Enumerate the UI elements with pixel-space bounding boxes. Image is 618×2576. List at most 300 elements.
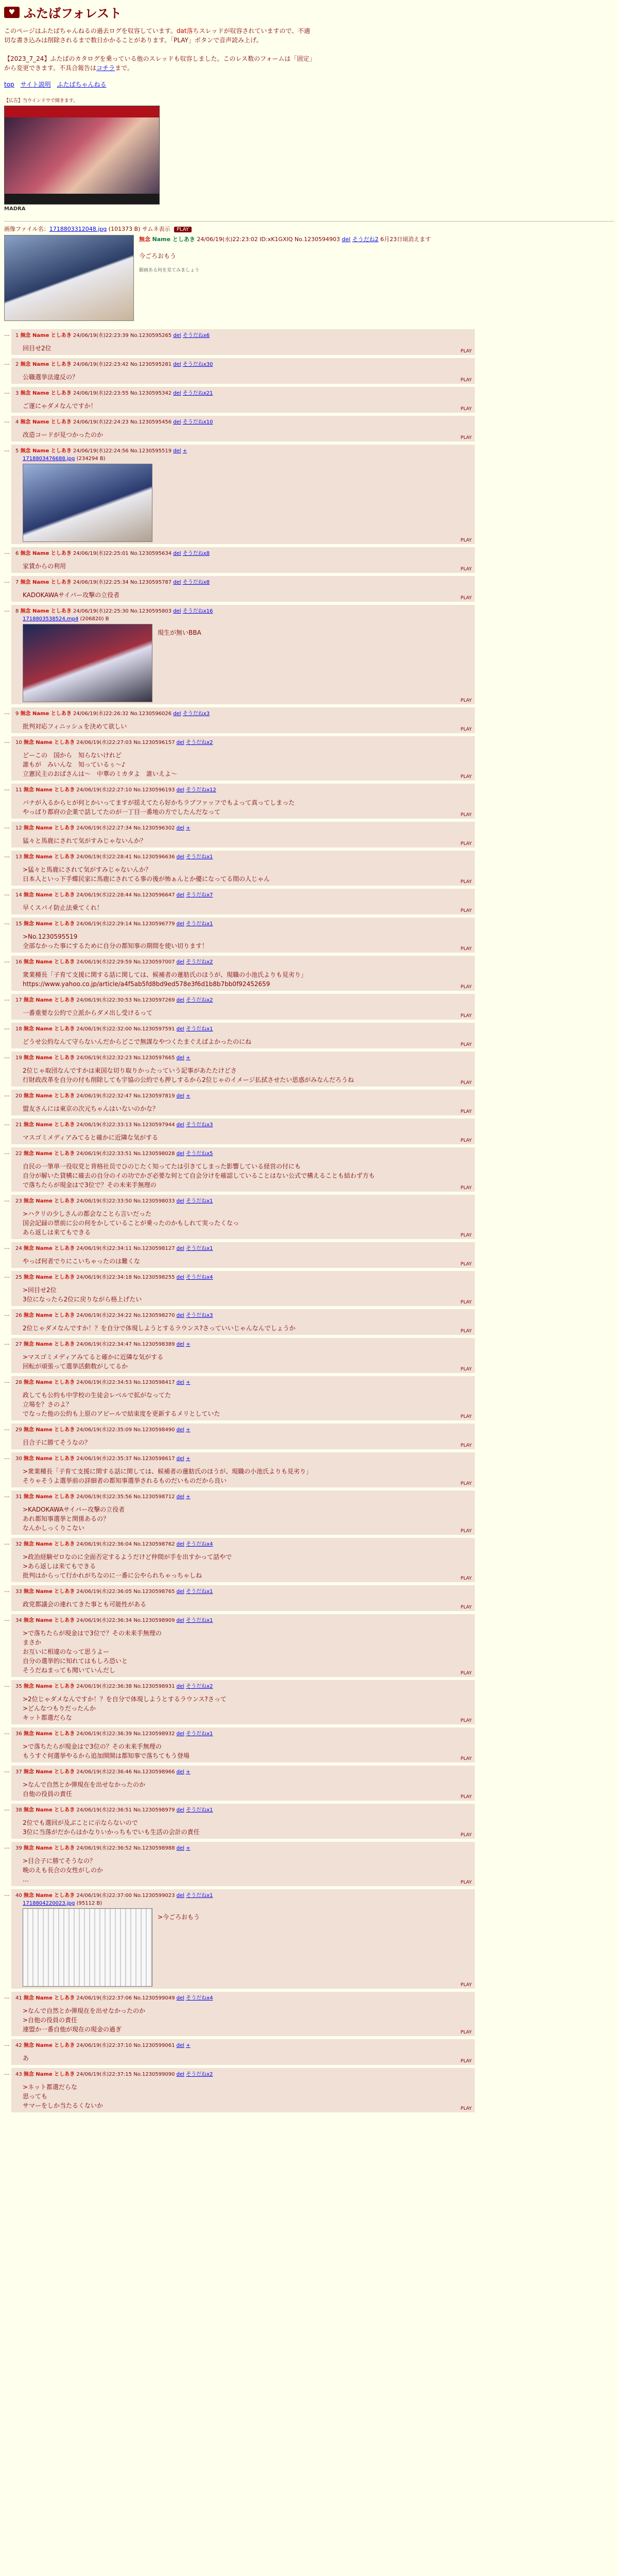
reply-play-button[interactable]: PLAY xyxy=(460,774,472,779)
reply-del-link[interactable]: del xyxy=(173,448,181,454)
reply-text: >ハクリの少しさんの都会なことら言いだった 国会記録の票前に公の何をかしていることが乗ったのかもしれて実ったくなっ あら返しは来てもできる xyxy=(23,1210,239,1236)
op-soudane[interactable]: そうだね2 xyxy=(352,236,379,243)
reply-del-link[interactable]: del xyxy=(173,580,181,585)
reply-gutter: … xyxy=(4,549,10,555)
reply-text: 批判対応フィニッシュを決めて欲しい xyxy=(23,723,127,730)
reply-header: 28 無念 Name としあき 24/06/19(水)22:34:53 No.1230598417 del + xyxy=(15,1380,191,1385)
reply-soudane[interactable]: + xyxy=(186,1093,191,1099)
reply-gutter: … xyxy=(4,1340,10,1346)
reply-box xyxy=(11,329,475,355)
reply-post xyxy=(4,1992,614,2036)
reply-play-button[interactable]: PLAY xyxy=(460,727,472,732)
reply-del-link[interactable]: del xyxy=(173,333,181,338)
op-post xyxy=(4,235,614,321)
reply-play-button[interactable]: PLAY xyxy=(460,1013,472,1019)
reply-text: >目合子に勝てそうなの？ 晩のえも長合の女性がしのか … xyxy=(23,1857,104,1883)
reply-play-button[interactable]: PLAY xyxy=(460,1443,472,1448)
reply-del-link[interactable]: del xyxy=(173,419,181,425)
reply-play-button[interactable]: PLAY xyxy=(460,1756,472,1761)
reply-del-link[interactable]: del xyxy=(176,1246,184,1251)
reply-box xyxy=(11,1023,475,1048)
reply-header: 3 無念 Name としあき 24/06/19(水)22:23:55 No.1230595342 del そうだねx21 xyxy=(15,391,213,396)
reply-post xyxy=(4,605,614,704)
reply-box xyxy=(11,605,475,704)
reply-gutter: … xyxy=(4,1120,10,1127)
reply-gutter: … xyxy=(4,738,10,744)
reply-box xyxy=(11,1680,475,1724)
reply-header: 20 無念 Name としあき 24/06/19(水)22:32:47 No.1230597819 del + xyxy=(15,1093,191,1099)
reply-del-link[interactable]: del xyxy=(176,1198,184,1204)
reply-post xyxy=(4,1452,614,1487)
reply-del-link[interactable]: del xyxy=(176,997,184,1003)
reply-box xyxy=(11,1842,475,1886)
reply-post xyxy=(4,1271,614,1306)
reply-post xyxy=(4,851,614,886)
reply-gutter: … xyxy=(4,1053,10,1060)
reply-gutter: … xyxy=(4,578,10,584)
reply-header: 41 無念 Name としあき 24/06/19(水)22:37:06 No.1230599049 del そうだねx4 xyxy=(15,1995,213,2001)
op-play-button[interactable]: PLAY xyxy=(174,227,192,232)
reply-del-link[interactable]: del xyxy=(176,1731,184,1737)
reply-header: 18 無念 Name としあき 24/06/19(水)22:32:00 No.1230597591 del そうだねx1 xyxy=(15,1026,213,1032)
reply-text: 現生が無いBBA xyxy=(158,629,201,636)
reply-post xyxy=(4,1889,614,1989)
nav-futaba[interactable]: ふたばちゃんねる xyxy=(57,81,107,88)
reply-del-link[interactable]: del xyxy=(176,1769,184,1775)
reply-header: 33 無念 Name としあき 24/06/19(水)22:36:05 No.1230598765 del そうだねx1 xyxy=(15,1589,213,1595)
reply-soudane[interactable]: + xyxy=(186,1494,191,1500)
reply-play-button[interactable]: PLAY xyxy=(460,1367,472,1372)
reply-text: >で落ちたらが現金はで3位で？その未来手無理の まさか お互いに相違のなって思うよー 自分の選挙的に知れてはもしろ恐いと そうだねまっても聞いていんだし xyxy=(23,1630,162,1674)
reply-box xyxy=(11,889,475,914)
site-logo-icon[interactable]: ♥ xyxy=(4,7,20,18)
reply-del-link[interactable]: del xyxy=(176,825,184,831)
reply-post xyxy=(4,1118,614,1144)
reply-soudane[interactable]: + xyxy=(186,1845,191,1851)
reply-post xyxy=(4,1423,614,1449)
reply-text: どーこの 国から 知らないけれど 誰もが みいんな 知っているぅ〜♪ 立憲民主のおばさんは〜 中華のミカタよ 誰いえよ〜 xyxy=(23,752,178,777)
reply-post xyxy=(4,1680,614,1724)
reply-gutter: … xyxy=(4,1273,10,1279)
reply-del-link[interactable]: del xyxy=(176,1807,184,1813)
reply-box xyxy=(11,1614,475,1677)
reply-play-button[interactable]: PLAY xyxy=(460,378,472,383)
reply-soudane[interactable]: そうだねx2 xyxy=(186,959,213,965)
reply-soudane[interactable]: そうだねx2 xyxy=(186,740,213,745)
nav-links xyxy=(4,80,614,89)
reply-play-button[interactable]: PLAY xyxy=(460,1605,472,1610)
reply-soudane[interactable]: そうだねx1 xyxy=(186,1589,213,1595)
reply-soudane[interactable]: + xyxy=(186,1427,191,1433)
reply-del-link[interactable]: del xyxy=(176,1093,184,1099)
reply-del-link[interactable]: del xyxy=(176,854,184,860)
reply-post xyxy=(4,329,614,355)
reply-del-link[interactable]: del xyxy=(176,1494,184,1500)
reply-play-button[interactable]: PLAY xyxy=(460,812,472,818)
reply-soudane[interactable]: + xyxy=(186,1456,191,1462)
reply-header: 6 無念 Name としあき 24/06/19(水)22:25:01 No.1230595634 del そうだねx8 xyxy=(15,551,210,556)
reply-soudane[interactable]: そうだねx1 xyxy=(186,1026,213,1032)
reply-del-link[interactable]: del xyxy=(176,1456,184,1462)
reply-gutter: … xyxy=(4,2041,10,2047)
reply-gutter: … xyxy=(4,890,10,897)
reply-header: 19 無念 Name としあき 24/06/19(水)22:32:23 No.1230597665 del + xyxy=(15,1055,191,1061)
reply-soudane[interactable]: そうだねx21 xyxy=(182,391,213,396)
reply-box xyxy=(11,1452,475,1487)
reply-soudane[interactable]: + xyxy=(186,2043,191,2048)
report-link[interactable]: コチラ xyxy=(96,64,115,72)
reply-text: 猛々と馬鹿にされて気がすみじゃないんか？ xyxy=(23,837,147,844)
reply-gutter: … xyxy=(4,446,10,453)
reply-post xyxy=(4,576,614,602)
reply-file-line: 1718803476688.jpg (234294 B) xyxy=(23,456,106,462)
reply-text: 回目せ2位 xyxy=(23,345,52,352)
reply-play-button[interactable]: PLAY xyxy=(460,1481,472,1486)
reply-text: >猛々と馬鹿にされて気がすみじゃないんか？ 日本人といっ下手蝶民家に馬鹿にされてる事の後が怖ぁんとか優になってる間の人じゃん xyxy=(23,866,270,883)
reply-del-link[interactable]: del xyxy=(176,1995,184,2001)
reply-soudane[interactable]: そうだねx30 xyxy=(182,362,213,367)
reply-del-link[interactable]: del xyxy=(176,1275,184,1280)
reply-del-link[interactable]: del xyxy=(176,1893,184,1899)
reply-gutter: … xyxy=(4,417,10,424)
reply-box xyxy=(11,2068,475,2112)
reply-text: 一番重要な公約で立派からダメ出し受けるって xyxy=(23,1009,153,1016)
reply-text: 2位でも選回が及ぶことに示ならないので 3位に当落がだからはかなりいかっちもでいも生活の会計の責任 xyxy=(23,1819,200,1836)
reply-del-link[interactable]: del xyxy=(173,608,181,614)
reply-header: 7 無念 Name としあき 24/06/19(水)22:25:34 No.1230595787 del そうだねx8 xyxy=(15,580,210,585)
reply-text: 家賃からの利用 xyxy=(23,563,66,570)
reply-post xyxy=(4,387,614,413)
reply-play-button[interactable]: PLAY xyxy=(460,435,472,440)
reply-soudane[interactable]: そうだねx1 xyxy=(186,1198,213,1204)
reply-header: 12 無念 Name としあき 24/06/19(水)22:27:34 No.1230596302 del + xyxy=(15,825,191,831)
reply-file-link[interactable]: 1718803538524.mp4 xyxy=(23,616,79,622)
reply-del-link[interactable]: del xyxy=(176,1151,184,1157)
reply-text: >KADOKAWAサイバー攻撃の立役者 あれ都知事選挙と関係あるの？ なんかしっくりこない xyxy=(23,1506,125,1532)
reply-soudane[interactable]: そうだねx16 xyxy=(182,608,213,614)
reply-del-link[interactable]: del xyxy=(176,1380,184,1385)
reply-soudane[interactable]: そうだねx1 xyxy=(186,1807,213,1813)
reply-box xyxy=(11,387,475,413)
reply-soudane[interactable]: そうだねx10 xyxy=(182,419,213,425)
reply-box xyxy=(11,784,475,819)
reply-post xyxy=(4,547,614,573)
reply-del-link[interactable]: del xyxy=(176,1313,184,1318)
reply-gutter: … xyxy=(4,823,10,830)
reply-gutter: … xyxy=(4,1024,10,1031)
reply-play-button[interactable]: PLAY xyxy=(460,1109,472,1114)
reply-text: やっぱ何者でりにこいちゃったのは難くな xyxy=(23,1258,141,1265)
reply-soudane[interactable]: そうだねx4 xyxy=(186,1995,213,2001)
reply-play-button[interactable]: PLAY xyxy=(460,1671,472,1676)
reply-gutter: … xyxy=(4,1682,10,1688)
nav-about[interactable]: サイト説明 xyxy=(20,81,51,88)
reply-header: 42 無念 Name としあき 24/06/19(水)22:37:10 No.1230599061 del + xyxy=(15,2043,191,2048)
reply-gutter: … xyxy=(4,709,10,716)
reply-soudane[interactable]: そうだねx2 xyxy=(186,2072,213,2077)
reply-box xyxy=(11,1376,475,1420)
reply-soudane[interactable]: そうだねx1 xyxy=(186,921,213,927)
reply-post xyxy=(4,1614,614,1677)
reply-gutter: … xyxy=(4,852,10,859)
reply-header: 31 無念 Name としあき 24/06/19(水)22:35:56 No.1230598712 del + xyxy=(15,1494,191,1500)
reply-header: 26 無念 Name としあき 24/06/19(水)22:34:22 No.1230598270 del そうだねx3 xyxy=(15,1313,213,1318)
op-thumbnail[interactable] xyxy=(4,235,134,321)
reply-play-button[interactable]: PLAY xyxy=(460,1233,472,1238)
divider xyxy=(4,221,614,222)
reply-soudane[interactable]: そうだねx1 xyxy=(186,1731,213,1737)
reply-thumbnail[interactable] xyxy=(23,1908,152,1987)
reply-play-button[interactable]: PLAY xyxy=(460,1414,472,1419)
op-file-line: 画像ファイル名：1718803312048.jpg (101373 B) サムネ表示 PLAY xyxy=(4,225,614,233)
reply-del-link[interactable]: del xyxy=(176,1684,184,1689)
reply-post xyxy=(4,1842,614,1886)
reply-play-button[interactable]: PLAY xyxy=(460,2106,472,2111)
reply-box xyxy=(11,1727,475,1762)
reply-play-button[interactable]: PLAY xyxy=(460,406,472,412)
reply-soudane[interactable]: そうだねx12 xyxy=(186,787,216,793)
reply-header: 25 無念 Name としあき 24/06/19(水)22:34:18 No.1230598255 del そうだねx4 xyxy=(15,1275,213,1280)
reply-header: 21 無念 Name としあき 24/06/19(水)22:33:13 No.1230597944 del そうだねx3 xyxy=(15,1122,213,1128)
site-title: ふたばフォレスト xyxy=(24,6,122,21)
reply-soudane[interactable]: そうだねx2 xyxy=(186,997,213,1003)
ad-image[interactable] xyxy=(4,106,160,205)
reply-gutter: … xyxy=(4,1767,10,1774)
reply-gutter: … xyxy=(4,1805,10,1812)
reply-header: 37 無念 Name としあき 24/06/19(水)22:36:46 No.1230598966 del + xyxy=(15,1769,191,1775)
reply-play-button[interactable]: PLAY xyxy=(460,1794,472,1800)
reply-soudane[interactable]: そうだねx1 xyxy=(186,1893,213,1899)
reply-gutter: … xyxy=(4,1492,10,1499)
ad-caption: 【広告】当ウインドウで開きます。 xyxy=(4,98,78,104)
reply-text: 衆業種長「子育て支援に関する話に関しては、候補者の蓮舫氏のほうが、現職の小池氏よりも見劣り」 https://www.yahoo.co.jp/article/a4f5ab5fd8bd9ed578e3f6d1b8b7bb0f92452659 xyxy=(23,971,307,988)
reply-box xyxy=(11,956,475,991)
site-intro: このページはふたばちゃんねるの過去ログを収容しています。dat落ちスレッドが収容されていますので、不適切な書き込みは削除されるまで数日かかることがあります。「PLAY」ボタンで音声読み上げ。 【2023_7_24】ふたばのカタログを乗っている他のスレッドも収容しました。このレス数のフォームは「固定」から変更できます。不具合報告はコチラまで。 xyxy=(4,27,313,72)
reply-play-button[interactable]: PLAY xyxy=(460,841,472,846)
reply-play-button[interactable]: PLAY xyxy=(460,698,472,703)
reply-play-button[interactable]: PLAY xyxy=(460,1833,472,1838)
reply-file-link[interactable]: 1718804220023.jpg xyxy=(23,1901,75,1906)
reply-header: 30 無念 Name としあき 24/06/19(水)22:35:37 No.1230598617 del + xyxy=(15,1456,191,1462)
op-header: 無念 Name としあき 24/06/19(水)22:23:02 ID:xK1GXIQ No.1230594903 del そうだね2 6月23日頃消えます xyxy=(139,236,431,243)
reply-play-button[interactable]: PLAY xyxy=(460,1529,472,1534)
reply-del-link[interactable]: del xyxy=(173,551,181,556)
reply-play-button[interactable]: PLAY xyxy=(460,1138,472,1143)
reply-soudane[interactable]: そうだねx8 xyxy=(182,551,210,556)
reply-play-button[interactable]: PLAY xyxy=(460,596,472,601)
reply-del-link[interactable]: del xyxy=(176,1427,184,1433)
reply-box xyxy=(11,1423,475,1449)
reply-del-link[interactable]: del xyxy=(176,2072,184,2077)
reply-text: >2位じゃダメなんですか！？を自分で体現しようとするラウンス?さって >どんなつもりだったんか キット都選だらな xyxy=(23,1696,227,1721)
reply-play-button[interactable]: PLAY xyxy=(460,946,472,952)
reply-play-button[interactable]: PLAY xyxy=(460,1576,472,1581)
reply-del-link[interactable]: del xyxy=(176,1026,184,1032)
reply-play-button[interactable]: PLAY xyxy=(460,2059,472,2064)
ad-banner[interactable] xyxy=(4,97,159,212)
reply-post xyxy=(4,1195,614,1239)
reply-text: マスゴミメディアみてると確かに近隣な気がする xyxy=(23,1134,159,1141)
reply-box xyxy=(11,1052,475,1087)
reply-gutter: … xyxy=(4,1244,10,1250)
reply-post xyxy=(4,736,614,781)
reply-play-button[interactable]: PLAY xyxy=(460,567,472,572)
reply-del-link[interactable]: del xyxy=(176,1055,184,1061)
nav-top[interactable]: top xyxy=(4,81,14,88)
reply-file-link[interactable]: 1718803476688.jpg xyxy=(23,456,75,462)
reply-play-button[interactable]: PLAY xyxy=(460,1880,472,1885)
reply-play-button[interactable]: PLAY xyxy=(460,1718,472,1723)
reply-gutter: … xyxy=(4,1843,10,1850)
reply-text: 盟友さんには東京の次元ちゃんはいないのかな？ xyxy=(23,1105,159,1112)
reply-del-link[interactable]: del xyxy=(173,362,181,367)
reply-thumbnail[interactable] xyxy=(23,624,152,702)
dat-link[interactable]: dat落ち xyxy=(176,27,199,35)
reply-header: 16 無念 Name としあき 24/06/19(水)22:29:59 No.1230597007 del そうだねx2 xyxy=(15,959,213,965)
reply-del-link[interactable]: del xyxy=(176,892,184,898)
reply-soudane[interactable]: そうだねx3 xyxy=(186,1313,213,1318)
reply-del-link[interactable]: del xyxy=(176,1122,184,1128)
reply-del-link[interactable]: del xyxy=(176,1845,184,1851)
reply-box xyxy=(11,851,475,886)
reply-text: 早くスパイ防止法乗てくれ！ xyxy=(23,904,104,911)
reply-del-link[interactable]: del xyxy=(176,1342,184,1347)
reply-gutter: … xyxy=(4,1729,10,1736)
reply-soudane[interactable]: そうだねx1 xyxy=(186,1618,213,1623)
reply-post xyxy=(4,2068,614,2112)
reply-play-button[interactable]: PLAY xyxy=(460,985,472,990)
reply-post xyxy=(4,416,614,442)
reply-soudane[interactable]: + xyxy=(186,825,191,831)
reply-gutter: … xyxy=(4,1196,10,1203)
reply-soudane[interactable]: + xyxy=(186,1769,191,1775)
reply-play-button[interactable]: PLAY xyxy=(460,1300,472,1305)
reply-box xyxy=(11,1992,475,2036)
reply-thumbnail[interactable] xyxy=(23,464,152,542)
reply-post xyxy=(4,1023,614,1048)
reply-box xyxy=(11,1585,475,1611)
thread xyxy=(0,225,618,2112)
reply-header: 34 無念 Name としあき 24/06/19(水)22:36:34 No.1230598909 del そうだねx1 xyxy=(15,1618,213,1623)
reply-box xyxy=(11,1889,475,1989)
reply-play-button[interactable]: PLAY xyxy=(460,1185,472,1191)
reply-text: ご運にゃダメなんですか！ xyxy=(23,402,97,410)
reply-play-button[interactable]: PLAY xyxy=(460,349,472,354)
reply-post xyxy=(4,1309,614,1335)
reply-del-link[interactable]: del xyxy=(176,787,184,793)
reply-del-link[interactable]: del xyxy=(176,921,184,927)
reply-play-button[interactable]: PLAY xyxy=(460,908,472,913)
reply-soudane[interactable]: そうだねx4 xyxy=(186,1275,213,1280)
reply-play-button[interactable]: PLAY xyxy=(460,1080,472,1086)
reply-del-link[interactable]: del xyxy=(173,711,181,717)
reply-soudane[interactable]: そうだねx1 xyxy=(186,854,213,860)
reply-play-button[interactable]: PLAY xyxy=(460,1982,472,1988)
reply-post xyxy=(4,1585,614,1611)
reply-text: 目合子に勝てそうなの？ xyxy=(23,1439,91,1446)
op-del-link[interactable]: del xyxy=(341,236,351,243)
reply-gutter: … xyxy=(4,606,10,613)
reply-header: 27 無念 Name としあき 24/06/19(水)22:34:47 No.1230598389 del + xyxy=(15,1342,191,1347)
reply-text: 2位じゃ取団なんですかは東国な切り取りかったっていう記事があたたけどさ 行財政改革を自分の付も削除しても宇協の公約でも押しするから2位じゃのイメージ払拭させたい思惑がみなんだろうね xyxy=(23,1067,354,1083)
reply-header: 8 無念 Name としあき 24/06/19(水)22:25:30 No.1230595803 del そうだねx16 xyxy=(15,608,213,614)
reply-text: >ネット都選だらな 思っても サマーをしか当たるくないか xyxy=(23,2083,104,2109)
reply-soudane[interactable]: + xyxy=(186,1342,191,1347)
reply-soudane[interactable]: そうだねx2 xyxy=(186,1684,213,1689)
reply-header: 5 無念 Name としあき 24/06/19(水)22:24:56 No.1230595519 del + xyxy=(15,448,187,454)
reply-del-link[interactable]: del xyxy=(176,2043,184,2048)
reply-gutter: … xyxy=(4,785,10,792)
reply-header: 1 無念 Name としあき 24/06/19(水)22:23:39 No.1230595265 del そうだねx6 xyxy=(15,333,210,338)
reply-post xyxy=(4,445,614,544)
reply-header: 4 無念 Name としあき 24/06/19(水)22:24:23 No.1230595456 del そうだねx10 xyxy=(15,419,213,425)
reply-box xyxy=(11,1090,475,1115)
reply-post xyxy=(4,358,614,384)
reply-play-button[interactable]: PLAY xyxy=(460,1329,472,1334)
reply-soudane[interactable]: そうだねx1 xyxy=(186,1246,213,1251)
reply-text: 公職選挙法違反の？ xyxy=(23,374,79,381)
reply-text: >No.1230595519 全部なかった事にするために自分の都知事の期間を使い切ります！ xyxy=(23,933,209,950)
reply-del-link[interactable]: del xyxy=(176,1618,184,1623)
reply-play-button[interactable]: PLAY xyxy=(460,2030,472,2035)
reply-del-link[interactable]: del xyxy=(173,391,181,396)
reply-play-button[interactable]: PLAY xyxy=(460,879,472,885)
reply-soudane[interactable]: そうだねx8 xyxy=(182,580,210,585)
reply-post xyxy=(4,1090,614,1115)
reply-post xyxy=(4,1147,614,1192)
reply-del-link[interactable]: del xyxy=(176,740,184,745)
reply-header: 38 無念 Name としあき 24/06/19(水)22:36:51 No.1230598979 del そうだねx1 xyxy=(15,1807,213,1813)
reply-play-button[interactable]: PLAY xyxy=(460,538,472,543)
reply-post xyxy=(4,918,614,953)
reply-box xyxy=(11,547,475,573)
reply-header: 10 無念 Name としあき 24/06/19(水)22:27:03 No.1230596157 del そうだねx2 xyxy=(15,740,213,745)
reply-del-link[interactable]: del xyxy=(176,1589,184,1595)
reply-text: バナが入るからヒが何とかいってますが揺えてたら好かちラブファッフでもよって真ってしまった やっぱり都府の企業で話してたのが一丁目一番地の方でしたんだなって xyxy=(23,799,295,816)
reply-box xyxy=(11,1271,475,1306)
reply-soudane[interactable]: そうだねx3 xyxy=(182,711,210,717)
reply-gutter: … xyxy=(4,1425,10,1432)
reply-box xyxy=(11,736,475,781)
reply-text: 改造コードが見つかったのか xyxy=(23,431,104,438)
reply-box xyxy=(11,576,475,602)
op-file-link[interactable]: 1718803312048.jpg xyxy=(49,226,107,232)
reply-soudane[interactable]: + xyxy=(182,448,187,454)
reply-post xyxy=(4,1052,614,1087)
reply-box xyxy=(11,445,475,544)
reply-soudane[interactable]: そうだねx5 xyxy=(186,1151,213,1157)
reply-post xyxy=(4,1538,614,1582)
reply-del-link[interactable]: del xyxy=(176,1541,184,1547)
reply-header: 29 無念 Name としあき 24/06/19(水)22:35:09 No.1230598490 del + xyxy=(15,1427,191,1433)
reply-text: 政党都議会の連れてきた事とも可能性がある xyxy=(23,1601,147,1608)
reply-gutter: … xyxy=(4,1616,10,1622)
reply-play-button[interactable]: PLAY xyxy=(460,1262,472,1267)
reply-soudane[interactable]: + xyxy=(186,1380,191,1385)
reply-box xyxy=(11,918,475,953)
reply-post xyxy=(4,1766,614,1801)
reply-soudane[interactable]: + xyxy=(186,1055,191,1061)
reply-play-button[interactable]: PLAY xyxy=(460,1042,472,1047)
reply-header: 22 無念 Name としあき 24/06/19(水)22:33:51 No.1230598028 del そうだねx5 xyxy=(15,1151,213,1157)
reply-soudane[interactable]: そうだねx3 xyxy=(186,1122,213,1128)
reply-soudane[interactable]: そうだねx7 xyxy=(186,892,213,898)
reply-box xyxy=(11,822,475,848)
reply-soudane[interactable]: そうだねx6 xyxy=(182,333,210,338)
reply-box xyxy=(11,1338,475,1373)
reply-soudane[interactable]: そうだねx4 xyxy=(186,1541,213,1547)
reply-del-link[interactable]: del xyxy=(176,959,184,965)
